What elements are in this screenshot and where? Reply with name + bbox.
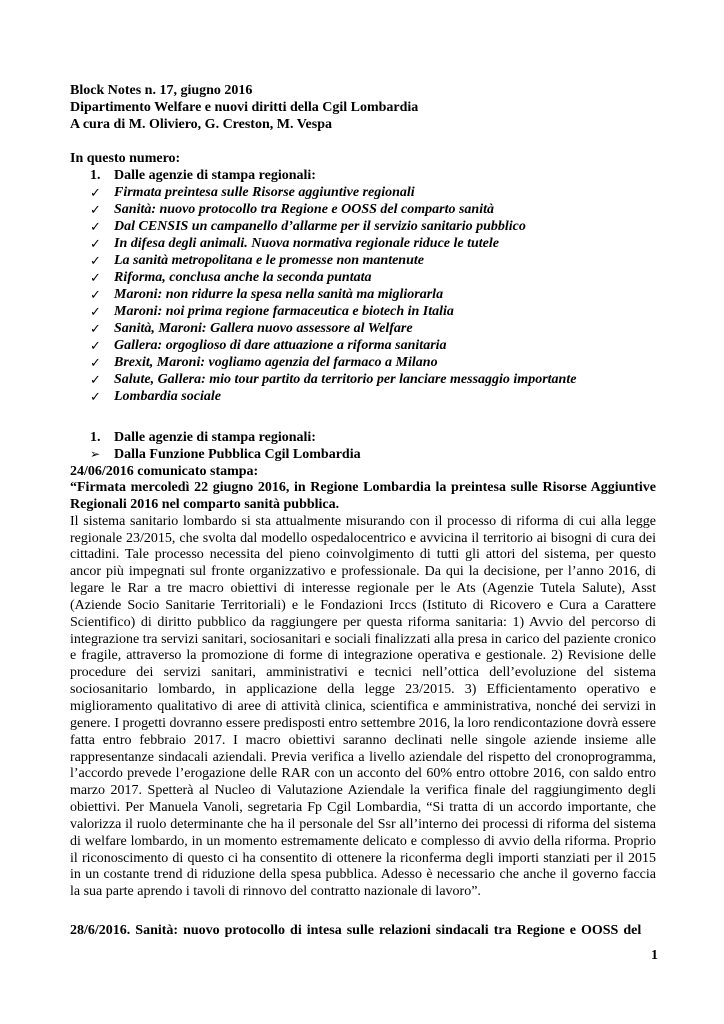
next-article-headline: 28/6/2016. Sanità: nuovo protocollo di intesa sulle relazioni sindacali tra Regione e OOSS del <box>70 923 642 939</box>
toc-section-label: Dalle agenzie di stampa regionali: <box>114 168 316 183</box>
checkmark-icon: ✓ <box>90 372 101 387</box>
newsletter-title: Block Notes n. 17, giugno 2016 <box>70 83 253 98</box>
checkmark-icon: ✓ <box>90 304 101 319</box>
toc-item: ✓ In difesa degli animali. Nuova normativa regionale riduce le tutele <box>70 235 656 252</box>
toc-item: ✓ Salute, Gallera: mio tour partito da territorio per lanciare messaggio importante <box>70 371 656 388</box>
toc-item: ✓ Firmata preintesa sulle Risorse aggiuntive regionali <box>70 184 656 201</box>
checkmark-icon: ✓ <box>90 219 101 234</box>
toc-item: ✓ Sanità, Maroni: Gallera nuovo assessore al Welfare <box>70 320 656 337</box>
toc-section-number: 1. <box>90 168 101 183</box>
checkmark-icon: ✓ <box>90 287 101 302</box>
toc-item: ✓ Maroni: non ridurre la spesa nella sanità ma migliorarla <box>70 286 656 303</box>
document-page <box>70 82 656 940</box>
section-heading <box>70 429 656 446</box>
toc-item: ✓ Riforma, conclusa anche la seconda puntata <box>70 269 656 286</box>
checkmark-icon: ✓ <box>90 202 101 217</box>
toc-item: ✓ Brexit, Maroni: vogliamo agenzia del farmaco a Milano <box>70 354 656 371</box>
toc-list <box>70 184 656 405</box>
section-number: 1. <box>90 430 101 445</box>
checkmark-icon: ✓ <box>90 185 101 200</box>
checkmark-icon: ✓ <box>90 270 101 285</box>
editors-line: A cura di M. Oliviero, G. Creston, M. Vespa <box>70 117 332 132</box>
checkmark-icon: ✓ <box>90 321 101 336</box>
toc-item: ✓ Dal CENSIS un campanello d’allarme per il servizio sanitario pubblico <box>70 218 656 235</box>
press-release-headline: “Firmata mercoledì 22 giugno 2016, in Regione Lombardia la preintesa sulle Risorse Aggiuntive Regionali 2016 nel comparto sanità pubblica. <box>70 480 656 512</box>
toc-item: ✓ Maroni: noi prima regione farmaceutica e biotech in Italia <box>70 303 656 320</box>
checkmark-icon: ✓ <box>90 355 101 370</box>
toc-title: In questo numero: <box>70 151 181 166</box>
checkmark-icon: ✓ <box>90 338 101 353</box>
checkmark-icon: ✓ <box>90 253 101 268</box>
page-number: 1 <box>651 948 658 963</box>
toc-item: ✓ Gallera: orgoglioso di dare attuazione a riforma sanitaria <box>70 337 656 354</box>
checkmark-icon: ✓ <box>90 236 101 251</box>
arrowhead-bullet-icon: ➢ <box>90 447 101 461</box>
toc-section-heading <box>70 167 656 184</box>
toc-item: ✓ Lombardia sociale <box>70 388 656 405</box>
section-label: Dalle agenzie di stampa regionali: <box>114 430 316 445</box>
press-release-date: 24/06/2016 comunicato stampa: <box>70 464 259 479</box>
press-release-body: Il sistema sanitario lombardo si sta attualmente misurando con il processo di riforma di cui alla legge regionale 23/2015, che svolta dal modello ospedalocentrico e avvicina il territorio ai bisogni di cura dei cittadini. Tale processo necessita del pieno coinvolgimento di tutti gli attori del sistema, per questo ancor più impegnati sul fronte organizzativo e professionale. Da qui la decisione, per l’anno 2016, di legare le Rar a tre macro obiettivi di interesse regionale per le Ats (Agenzie Tutela Salute), Asst (Aziende Socio Sanitarie Territoriali) e le Fondazioni Irccs (Istituto di Ricovero e Cura a Carattere Scientifico) di diritto pubblico da raggiungere per questa riforma sanitaria: 1) Avvio del percorso di integrazione tra servizi sanitari, sociosanitari e sociali finalizzati alla presa in carico del paziente cronico e fragile, attraverso la promozione di forme di integrazione operativa e gestionale. 2) Revisione delle procedure dei servizi sanitari, amministrativi e tecnici nell’ottica dell’evoluzione del sistema sociosanitario lombardo, in applicazione della legge 23/2015. 3) Efficientamento operativo e miglioramento qualitativo di aree di attività clinica, scientifica e amministrativa, nonché dei servizi in genere. I progetti dovranno essere predisposti entro settembre 2016, la loro rendicontazione dovrà essere fatta entro febbraio 2017. I macro obiettivi saranno declinati nelle singole aziende insieme alle rappresentanze sindacali aziendali. Previa verifica a livello aziendale del rispetto del cronoprogramma, l’accordo prevede l’erogazione delle RAR con un acconto del 60% entro ottobre 2016, con saldo entro marzo 2017. Spetterà al Nucleo di Valutazione Aziendale la verifica finale del raggiungimento degli obiettivi. Per Manuela Vanoli, segretaria Fp Cgil Lombardia, “Si tratta di un accordo importante, che valorizza il ruolo determinante che ha il personale del Ssr all’interno dei processi di riforma del sistema di welfare lombardo, in un momento estremamente delicato e complesso di avvio della riforma. Proprio il riconoscimento di questo ci ha consentito di ottenere la riconferma degli importi stanziati per il 2015 in un costante trend di riduzione della spesa pubblica. Adesso è necessario che anche il governo faccia la sua parte aprendo i tavoli di rinnovo del contratto nazionale di lavoro”. <box>70 513 656 900</box>
checkmark-icon: ✓ <box>90 389 101 404</box>
source-label: Dalla Funzione Pubblica Cgil Lombardia <box>114 447 361 462</box>
department-line: Dipartimento Welfare e nuovi diritti della Cgil Lombardia <box>70 100 419 115</box>
toc-item: ✓ La sanità metropolitana e le promesse non mantenute <box>70 252 656 269</box>
toc-item: ✓ Sanità: nuovo protocollo tra Regione e OOSS del comparto sanità <box>70 201 656 218</box>
section-source <box>70 446 656 463</box>
